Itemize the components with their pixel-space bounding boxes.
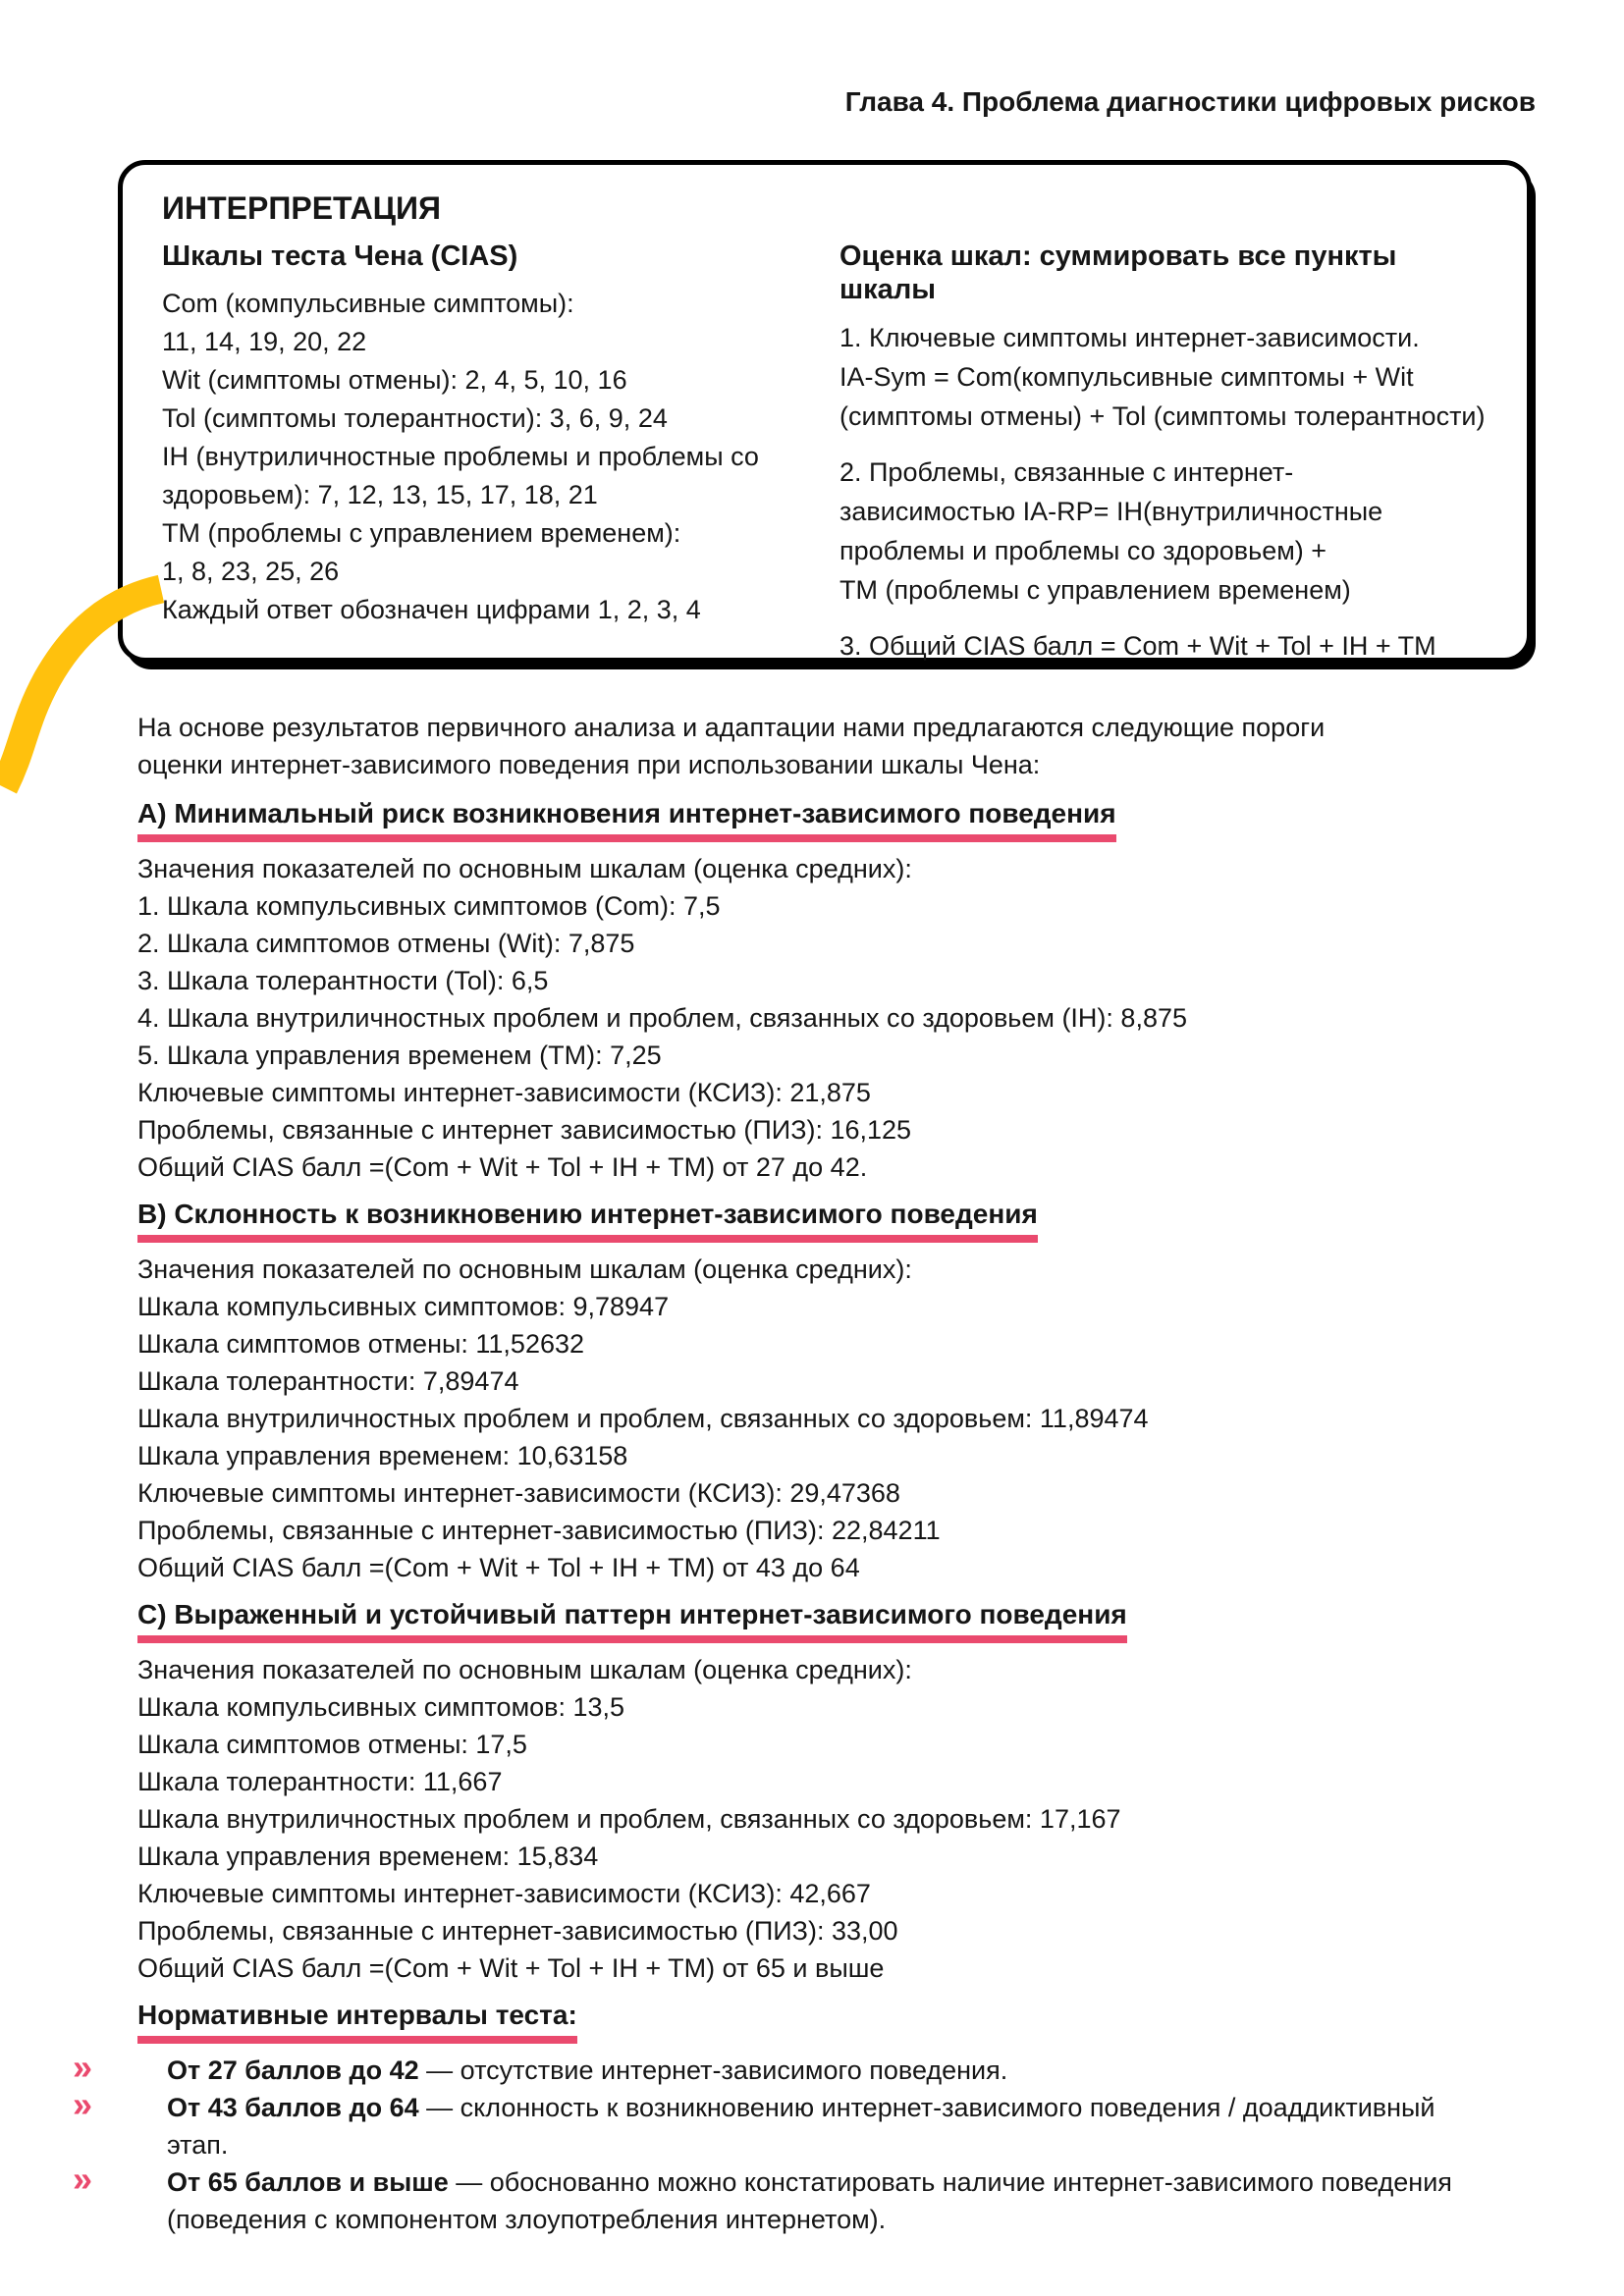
norm-interval-item [73,2159,1497,2238]
double-chevron-icon: » [73,2159,93,2199]
intro-paragraph: На основе результатов первичного анализа и адаптации нами предлагаются следующие пороги оценки интернет-зависимого поведения при использовании шкалы Чена: [137,713,1326,779]
section-line: 2. Шкала симптомов отмены (Wit): 7,875 [137,929,635,958]
norm-interval-range: От 65 баллов и выше [167,2167,449,2197]
threshold-sections [137,797,1496,1987]
box-left-line: Wit (симптомы отмены): 2, 4, 5, 10, 16 [162,365,627,395]
box-right-column [839,190,1486,661]
box-right-items [839,318,1486,666]
risk-section [137,797,1496,1186]
section-line: Шкала симптомов отмены: 17,5 [137,1730,527,1759]
section-line: Шкала управления временем: 10,63158 [137,1441,628,1470]
box-right-item-line: зависимостью IA-RP= IH(внутриличностные [839,497,1383,526]
norm-interval-text: — отсутствие интернет-зависимого поведения. [418,2056,1008,2085]
section-line: Шкала управления временем: 15,834 [137,1842,599,1871]
section-heading-text: А) Минимальный риск возникновения интернет-зависимого поведения [137,797,1116,842]
box-left-line: 11, 14, 19, 20, 22 [162,327,367,356]
section-line: Общий CIAS балл =(Com + Wit + Tol + IH + TM) от 65 и выше [137,1953,885,1983]
section-line: 1. Шкала компульсивных симптомов (Com): 7,5 [137,891,721,921]
norm-interval-range: От 27 баллов до 42 [167,2056,419,2085]
section-line: Ключевые симптомы интернет-зависимости (КСИЗ): 42,667 [137,1879,871,1908]
box-right-item-line: 1. Ключевые симптомы интернет-зависимости. [839,323,1420,352]
box-left-line: Com (компульсивные симптомы): [162,289,574,318]
norm-interval-text: — обоснованно можно констатировать наличие интернет-зависимого поведения (поведения с компонентом злоупотребления интернетом). [167,2167,1452,2234]
section-line: Шкала компульсивных симптомов: 13,5 [137,1692,625,1722]
box-left-line: IH (внутриличностные проблемы и проблемы со здоровьем): 7, 12, 13, 15, 17, 18, 21 [162,442,759,509]
risk-section [137,1598,1496,1987]
double-chevron-icon: » [73,2047,93,2087]
section-line: Шкала внутриличностных проблем и проблем, связанных со здоровьем: 17,167 [137,1804,1121,1834]
section-line: Ключевые симптомы интернет-зависимости (КСИЗ): 29,47368 [137,1478,900,1508]
norm-interval-list [73,2047,1496,2238]
section-line: Общий CIAS балл =(Com + Wit + Tol + IH + TM) от 27 до 42. [137,1152,868,1182]
section-heading [137,1598,1496,1643]
norms-heading-text: Нормативные интервалы теста: [137,1999,577,2044]
section-line: Шкала компульсивных симптомов: 9,78947 [137,1292,670,1321]
section-line: Ключевые симптомы интернет-зависимости (КСИЗ): 21,875 [137,1078,871,1107]
double-chevron-icon: » [73,2084,93,2124]
main-content [73,709,1496,2238]
box-left-subtitle: Шкалы теста Чена (CIAS) [162,240,518,272]
section-line: Значения показателей по основным шкалам (оценка средних): [137,1655,912,1684]
section-line: Проблемы, связанные с интернет зависимостью (ПИЗ): 16,125 [137,1115,912,1145]
section-line: Проблемы, связанные с интернет-зависимостью (ПИЗ): 22,84211 [137,1516,941,1545]
box-right-item-line: 3. Общий CIAS балл = Com + Wit + Tol + IH + TM [839,631,1436,661]
box-title: ИНТЕРПРЕТАЦИЯ [162,190,442,226]
box-right-item-line: TM (проблемы с управлением временем) [839,575,1351,605]
section-line: Значения показателей по основным шкалам (оценка средних): [137,1255,912,1284]
interpretation-box [118,160,1532,663]
norms-heading [137,1999,1496,2044]
section-heading [137,1198,1496,1243]
box-left-line: Tol (симптомы толерантности): 3, 6, 9, 24 [162,403,668,433]
section-line: Шкала внутриличностных проблем и проблем, связанных со здоровьем: 11,89474 [137,1404,1149,1433]
norm-interval-item [73,2084,1497,2163]
box-right-item [839,626,1486,666]
section-line: Шкала толерантности: 11,667 [137,1767,503,1796]
section-line: 5. Шкала управления временем (TM): 7,25 [137,1041,662,1070]
box-right-item-line: проблемы и проблемы со здоровьем) + [839,536,1327,565]
box-right-item [839,318,1486,436]
box-right-item [839,453,1486,610]
box-left-line: TM (проблемы с управлением временем): [162,518,681,548]
section-line: Проблемы, связанные с интернет-зависимостью (ПИЗ): 33,00 [137,1916,898,1946]
section-heading-text: С) Выраженный и устойчивый паттерн интернет-зависимого поведения [137,1598,1127,1643]
section-line: 3. Шкала толерантности (Tol): 6,5 [137,966,549,995]
section-heading [137,797,1496,842]
norm-interval-range: От 43 баллов до 64 [167,2093,419,2122]
section-line: Общий CIAS балл =(Com + Wit + Tol + IH + TM) от 43 до 64 [137,1553,860,1582]
box-left-line: 1, 8, 23, 25, 26 [162,557,340,586]
section-line: Шкала симптомов отмены: 11,52632 [137,1329,585,1359]
box-left-column [162,190,798,658]
section-line: Значения показателей по основным шкалам (оценка средних): [137,854,912,883]
risk-section [137,1198,1496,1586]
norm-interval-text: — склонность к возникновению интернет-зависимого поведения / доаддиктивный этап. [167,2093,1435,2160]
box-left-line: Каждый ответ обозначен цифрами 1, 2, 3, 4 [162,595,701,624]
box-right-item-line: 2. Проблемы, связанные с интернет- [839,457,1294,487]
box-right-item-line: IA-Sym = Com(компульсивные симптомы + Wit [839,362,1414,392]
box-right-item-line: (симптомы отмены) + Tol (симптомы толерантности) [839,401,1486,431]
section-heading-text: В) Склонность к возникновению интернет-зависимого поведения [137,1198,1038,1243]
norm-interval-item [73,2047,1497,2089]
chapter-header: Глава 4. Проблема диагностики цифровых рисков [844,86,1536,117]
box-left-lines [162,285,798,629]
section-line: Шкала толерантности: 7,89474 [137,1366,519,1396]
box-right-subtitle: Оценка шкал: суммировать все пункты шкалы [839,240,1397,305]
section-line: 4. Шкала внутриличностных проблем и проблем, связанных со здоровьем (IH): 8,875 [137,1003,1187,1033]
